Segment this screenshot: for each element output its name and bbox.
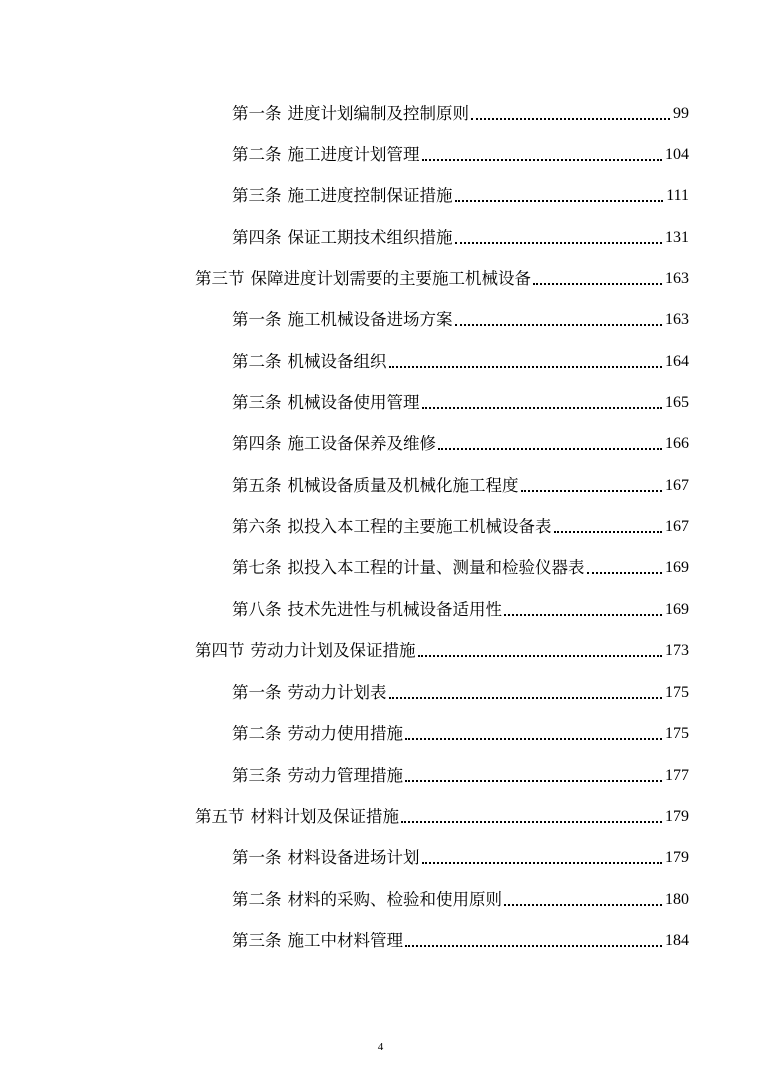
toc-entry-text: 保证工期技术组织措施 — [287, 228, 453, 247]
toc-section-entry[interactable] — [195, 633, 689, 661]
toc-entry-text: 劳动力计划表 — [287, 683, 387, 702]
toc-entry-number: 第二条 — [232, 724, 282, 743]
toc-leader-dots — [533, 269, 663, 289]
toc-entry-title — [232, 310, 455, 330]
toc-entry-title — [195, 269, 533, 289]
toc-leader-dots — [389, 352, 664, 372]
toc-leader-dots — [422, 145, 664, 165]
toc-entry-page: 169 — [665, 559, 689, 576]
toc-entry-page: 179 — [665, 808, 689, 825]
toc-leader-dots — [504, 600, 663, 620]
toc-leader-dots — [405, 766, 663, 786]
toc-leader-dots — [389, 683, 664, 703]
toc-entry-title — [232, 766, 405, 786]
toc-entry-page: 177 — [665, 767, 689, 784]
toc-entry[interactable] — [232, 385, 689, 413]
toc-entry-number: 第五节 — [195, 807, 245, 826]
toc-entry-title — [232, 848, 422, 868]
toc-leader-dots — [471, 104, 671, 124]
toc-entry-page: 163 — [665, 270, 689, 287]
page-number: 4 — [377, 1041, 384, 1053]
toc-entry-text: 材料的采购、检验和使用原则 — [287, 890, 502, 909]
toc-entry-title — [195, 807, 401, 827]
toc-entry[interactable] — [232, 758, 689, 786]
toc-entry-number: 第八条 — [232, 600, 282, 619]
toc-entry-title — [232, 434, 438, 454]
toc-entry[interactable] — [232, 923, 689, 951]
toc-entry-page: 167 — [665, 518, 689, 535]
toc-entry-title — [232, 890, 504, 910]
toc-entry-number: 第三条 — [232, 393, 282, 412]
toc-leader-dots — [418, 641, 664, 661]
toc-entry-text: 施工中材料管理 — [287, 931, 403, 950]
toc-entry[interactable] — [232, 509, 689, 537]
toc-entry-text: 拟投入本工程的计量、测量和检验仪器表 — [287, 558, 585, 577]
toc-entry-page: 104 — [665, 146, 689, 163]
toc-entry-title — [232, 517, 554, 537]
toc-leader-dots — [455, 228, 664, 248]
toc-leader-dots — [521, 476, 664, 496]
toc-entry-title — [232, 393, 422, 413]
toc-entry-text: 劳动力使用措施 — [287, 724, 403, 743]
toc-entry-page: 167 — [665, 477, 689, 494]
toc-entry-title — [232, 352, 389, 372]
toc-entry-text: 机械设备质量及机械化施工程度 — [287, 476, 519, 495]
toc-entry[interactable] — [232, 137, 689, 165]
toc-entry-title — [232, 186, 455, 206]
toc-entry-text: 机械设备使用管理 — [287, 393, 420, 412]
toc-entry-title — [232, 724, 405, 744]
toc-entry[interactable] — [232, 550, 689, 578]
toc-entry-number: 第六条 — [232, 517, 282, 536]
toc-entry-title — [232, 104, 471, 124]
toc-entry-number: 第五条 — [232, 476, 282, 495]
toc-entry-text: 施工进度控制保证措施 — [287, 186, 453, 205]
toc-entry-number: 第三条 — [232, 186, 282, 205]
toc-entry[interactable] — [232, 675, 689, 703]
toc-leader-dots — [401, 807, 663, 827]
toc-entry-page: 173 — [665, 642, 689, 659]
toc-entry-title — [232, 145, 422, 165]
toc-leader-dots — [405, 931, 663, 951]
toc-entry-text: 劳动力管理措施 — [287, 766, 403, 785]
toc-entry-number: 第一条 — [232, 848, 282, 867]
toc-entry-page: 99 — [673, 105, 689, 122]
toc-entry[interactable] — [232, 96, 689, 124]
toc-leader-dots — [405, 724, 663, 744]
toc-entry[interactable] — [232, 468, 689, 496]
toc-entry-title — [232, 476, 521, 496]
toc-entry-page: 180 — [665, 891, 689, 908]
toc-entry-text: 拟投入本工程的主要施工机械设备表 — [287, 517, 552, 536]
toc-entry-title — [232, 931, 405, 951]
toc-entry-text: 保障进度计划需要的主要施工机械设备 — [250, 269, 531, 288]
toc-entry-page: 175 — [665, 725, 689, 742]
toc-entry-page: 184 — [665, 932, 689, 949]
toc-entry-number: 第三条 — [232, 931, 282, 950]
toc-leader-dots — [554, 517, 664, 537]
toc-leader-dots — [422, 393, 664, 413]
toc-entry-number: 第一条 — [232, 310, 282, 329]
toc-section-entry[interactable] — [195, 261, 689, 289]
toc-entry-title — [232, 228, 455, 248]
toc-leader-dots — [587, 558, 664, 578]
toc-entry-text: 劳动力计划及保证措施 — [250, 641, 416, 660]
toc-entry-number: 第三节 — [195, 269, 245, 288]
toc-entry-text: 材料计划及保证措施 — [250, 807, 399, 826]
toc-entry-text: 施工设备保养及维修 — [287, 434, 436, 453]
toc-entry[interactable] — [232, 882, 689, 910]
toc-entry[interactable] — [232, 344, 689, 372]
toc-entry-number: 第一条 — [232, 683, 282, 702]
toc-entry-title — [195, 641, 418, 661]
toc-entry-text: 施工进度计划管理 — [287, 145, 420, 164]
toc-entry-page: 163 — [665, 311, 689, 328]
toc-entry-number: 第三条 — [232, 766, 282, 785]
toc-entry-title — [232, 558, 587, 578]
toc-entry[interactable] — [232, 220, 689, 248]
toc-entry-page: 166 — [665, 435, 689, 452]
toc-entry-number: 第一条 — [232, 104, 282, 123]
toc-entry-page: 175 — [665, 684, 689, 701]
toc-leader-dots — [455, 310, 664, 330]
toc-entry-number: 第四条 — [232, 434, 282, 453]
toc-entry[interactable] — [232, 592, 689, 620]
toc-entry[interactable] — [232, 716, 689, 744]
toc-entry-text: 技术先进性与机械设备适用性 — [287, 600, 502, 619]
toc-entry-text: 施工机械设备进场方案 — [287, 310, 453, 329]
toc-entry-page: 111 — [666, 187, 689, 204]
toc-entry[interactable] — [232, 302, 689, 330]
toc-entry-number: 第四节 — [195, 641, 245, 660]
toc-entry-page: 179 — [665, 849, 689, 866]
toc-entry-title — [232, 683, 389, 703]
toc-entry-page: 164 — [665, 353, 689, 370]
toc-entry[interactable] — [232, 178, 689, 206]
toc-leader-dots — [422, 848, 664, 868]
toc-entry-text: 机械设备组织 — [287, 352, 387, 371]
toc-leader-dots — [455, 186, 665, 206]
toc-entry-title — [232, 600, 504, 620]
toc-entry-number: 第二条 — [232, 352, 282, 371]
toc-entry-number: 第七条 — [232, 558, 282, 577]
toc-entry-text: 材料设备进场计划 — [287, 848, 420, 867]
toc-leader-dots — [438, 434, 663, 454]
toc-section-entry[interactable] — [195, 799, 689, 827]
toc-entry-page: 169 — [665, 601, 689, 618]
toc-entry-page: 131 — [665, 229, 689, 246]
toc-entry-text: 进度计划编制及控制原则 — [287, 104, 469, 123]
toc-entry-number: 第四条 — [232, 228, 282, 247]
toc-entry-page: 165 — [665, 394, 689, 411]
toc-entry[interactable] — [232, 426, 689, 454]
toc-entry-number: 第二条 — [232, 890, 282, 909]
toc-leader-dots — [504, 890, 663, 910]
toc-entry[interactable] — [232, 840, 689, 868]
toc-entry-number: 第二条 — [232, 145, 282, 164]
